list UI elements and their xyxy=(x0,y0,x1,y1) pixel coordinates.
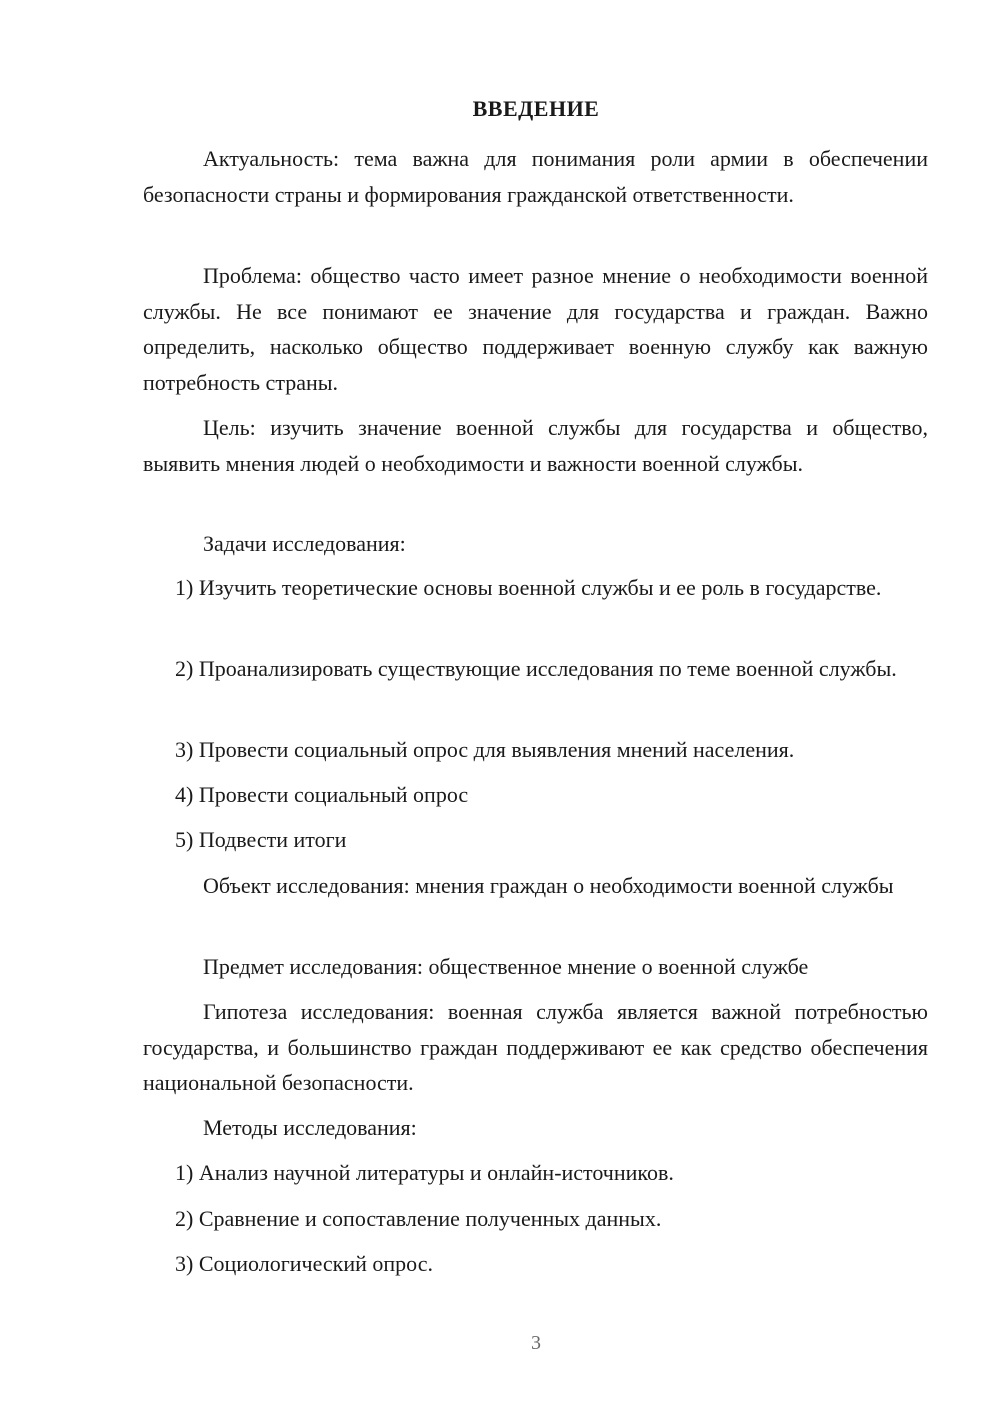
task-item: 3) Провести социальный опрос для выявления мнений населения. xyxy=(175,737,795,762)
task-item: 2) Проанализировать существующие исследования по теме военной службы. xyxy=(175,656,897,681)
section-title: ВВЕДЕНИЕ xyxy=(472,96,600,121)
tasks-heading: Задачи исследования: xyxy=(203,531,406,556)
method-item: 2) Сравнение и сопоставление полученных данных. xyxy=(175,1206,662,1231)
relevance-paragraph: Актуальность: тема важна для понимания роли армии в обеспечении безопасности страны и формирования гражданской ответственности. xyxy=(143,146,928,207)
task-item: 5) Подвести итоги xyxy=(175,827,347,852)
method-item: 1) Анализ научной литературы и онлайн-источников. xyxy=(175,1160,674,1185)
methods-heading: Методы исследования: xyxy=(203,1115,417,1140)
object-paragraph: Объект исследования: мнения граждан о необходимости военной службы xyxy=(203,873,894,898)
hypothesis-paragraph: Гипотеза исследования: военная служба является важной потребностью государства, и большинство граждан поддерживают ее как средство обеспечения национальной безопасности. xyxy=(143,999,928,1095)
subject-paragraph: Предмет исследования: общественное мнение о военной службе xyxy=(203,954,809,979)
task-item: 4) Провести социальный опрос xyxy=(175,782,469,807)
problem-paragraph: Проблема: общество часто имеет разное мнение о необходимости военной службы. Не все понимают ее значение для государства и граждан. Важно определить, насколько общество поддерживает военную службу как важную потребность страны. xyxy=(143,263,928,395)
goal-paragraph: Цель: изучить значение военной службы для государства и общество, выявить мнения людей о необходимости и важности военной службы. xyxy=(143,415,928,476)
task-item: 1) Изучить теоретические основы военной службы и ее роль в государстве. xyxy=(175,575,882,600)
page-number: 3 xyxy=(531,1332,541,1354)
method-item: 3) Социологический опрос. xyxy=(175,1251,433,1276)
